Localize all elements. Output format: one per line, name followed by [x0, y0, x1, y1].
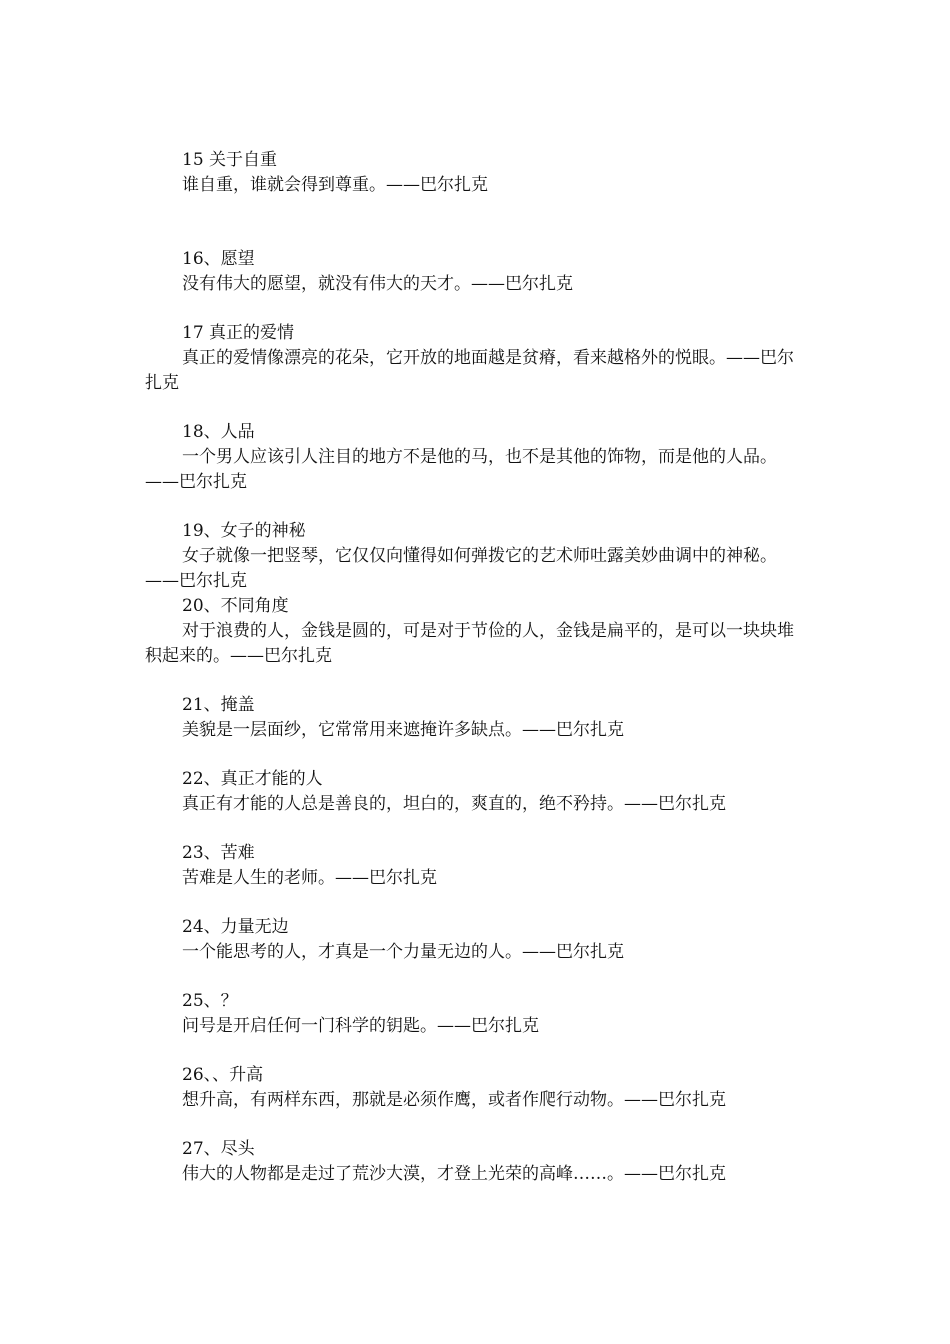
- quote-entry-21: [145, 693, 810, 743]
- entry-quote: 真正的爱情像漂亮的花朵，它开放的地面越是贫瘠，看来越格外的悦眼。——巴尔扎克: [145, 348, 794, 393]
- entry-heading: 17 真正的爱情: [182, 323, 295, 343]
- entry-heading: 19、女子的神秘: [182, 521, 306, 541]
- quote-entry-19: [145, 519, 810, 594]
- entry-quote: 真正有才能的人总是善良的，坦白的，爽直的，绝不矜持。——巴尔扎克: [182, 794, 726, 814]
- quote-entry-23: [145, 841, 810, 891]
- entry-quote: 苦难是人生的老师。——巴尔扎克: [182, 868, 437, 888]
- entry-heading: 26、、升高: [182, 1065, 264, 1085]
- entry-heading: 21、掩盖: [182, 695, 255, 715]
- entry-quote: 谁自重，谁就会得到尊重。——巴尔扎克: [182, 175, 488, 195]
- entry-heading: 16、愿望: [182, 249, 255, 269]
- quote-entry-27: [145, 1137, 810, 1187]
- entry-heading: 15 关于自重: [182, 150, 278, 170]
- entry-quote: 没有伟大的愿望，就没有伟大的天才。——巴尔扎克: [182, 274, 573, 294]
- entry-quote: 伟大的人物都是走过了荒沙大漠，才登上光荣的高峰……。——巴尔扎克: [182, 1164, 726, 1184]
- entry-quote: 问号是开启任何一门科学的钥匙。——巴尔扎克: [182, 1016, 539, 1036]
- entry-heading: 23、苦难: [182, 843, 255, 863]
- quote-entry-18: [145, 420, 810, 495]
- entry-heading: 25、？: [182, 991, 238, 1011]
- entry-quote: 一个能思考的人，才真是一个力量无边的人。——巴尔扎克: [182, 942, 624, 962]
- entry-heading: 22、真正才能的人: [182, 769, 323, 789]
- quote-entry-20: [145, 594, 810, 669]
- quote-entry-25: [145, 989, 810, 1039]
- entry-quote: 美貌是一层面纱，它常常用来遮掩许多缺点。——巴尔扎克: [182, 720, 624, 740]
- quote-entry-26: [145, 1063, 810, 1113]
- quote-entry-22: [145, 767, 810, 817]
- quote-entry-24: [145, 915, 810, 965]
- entry-heading: 18、人品: [182, 422, 255, 442]
- entry-heading: 20、不同角度: [182, 596, 289, 616]
- entry-quote: 一个男人应该引人注目的地方不是他的马，也不是其他的饰物，而是他的人品。——巴尔扎克: [145, 447, 777, 492]
- entry-quote: 想升高，有两样东西，那就是必须作鹰，或者作爬行动物。——巴尔扎克: [182, 1090, 726, 1110]
- quote-entry-17: [145, 321, 810, 396]
- quote-entry-15: [145, 148, 810, 198]
- entry-heading: 24、力量无边: [182, 917, 289, 937]
- document-body: [145, 148, 810, 1187]
- entry-quote: 女子就像一把竖琴，它仅仅向懂得如何弹拨它的艺术师吐露美妙曲调中的神秘。——巴尔扎克: [145, 546, 777, 591]
- entry-quote: 对于浪费的人，金钱是圆的，可是对于节俭的人，金钱是扁平的，是可以一块块堆积起来的。——巴尔扎克: [145, 621, 794, 666]
- entry-heading: 27、尽头: [182, 1139, 255, 1159]
- quote-entry-16: [145, 247, 810, 297]
